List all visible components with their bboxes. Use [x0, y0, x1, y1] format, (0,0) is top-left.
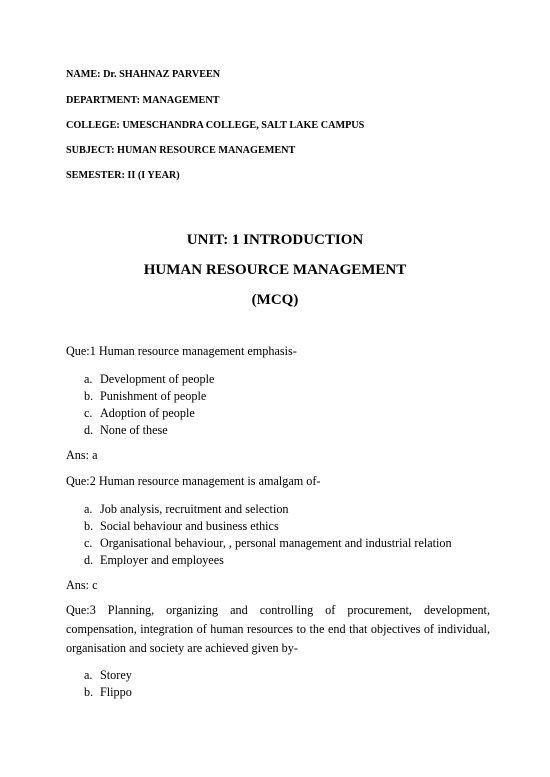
option-letter: b.	[84, 519, 94, 533]
option-letter: a.	[84, 668, 93, 682]
option-letter: b.	[84, 685, 94, 699]
question-1-option-b	[84, 389, 206, 404]
option-text: Employer and employees	[100, 553, 224, 567]
option-letter: d.	[84, 423, 94, 437]
college: COLLEGE: UMESCHANDRA COLLEGE, SALT LAKE CAMPUS	[66, 120, 365, 131]
option-text: Social behaviour and business ethics	[100, 519, 279, 533]
mcq-title: (MCQ)	[251, 292, 299, 308]
question-2-option-d	[84, 553, 224, 568]
option-letter: c.	[84, 536, 93, 550]
question-2-option-c	[84, 536, 452, 551]
option-letter: b.	[84, 389, 94, 403]
option-text: Organisational behaviour, , personal management and industrial relation	[100, 536, 452, 550]
question-1-option-a	[84, 372, 214, 387]
option-letter: a.	[84, 502, 93, 516]
unit-title: UNIT: 1 INTRODUCTION	[186, 232, 364, 248]
question-2-option-b	[84, 519, 279, 534]
question-3: Que:3 Planning, organizing and controlling of procurement, development, compensation, integration of human resources to the end that objectives of individual, organisation and society are achieved given by-	[66, 603, 490, 655]
answer-2: Ans: c	[66, 578, 98, 592]
option-text: Punishment of people	[100, 389, 207, 403]
option-text: Development of people	[100, 372, 215, 386]
question-1: Que:1 Human resource management emphasis-	[66, 344, 297, 358]
department: DEPARTMENT: MANAGEMENT	[66, 95, 220, 106]
answer-1: Ans: a	[66, 448, 98, 462]
option-text: Adoption of people	[100, 406, 195, 420]
option-text: None of these	[100, 423, 168, 437]
question-2: Que:2 Human resource management is amalgam of-	[66, 474, 321, 488]
question-1-option-c	[84, 406, 195, 421]
option-text: Flippo	[100, 685, 132, 699]
question-1-option-d	[84, 423, 168, 438]
subject: SUBJECT: HUMAN RESOURCE MANAGEMENT	[66, 145, 296, 156]
author-name: NAME: Dr. SHAHNAZ PARVEEN	[66, 69, 221, 80]
semester: SEMESTER: II (I YEAR)	[66, 170, 180, 181]
subject-title: HUMAN RESOURCE MANAGEMENT	[143, 262, 407, 278]
question-3-option-a	[84, 668, 132, 683]
option-letter: c.	[84, 406, 93, 420]
option-letter: a.	[84, 372, 93, 386]
option-letter: d.	[84, 553, 94, 567]
option-text: Job analysis, recruitment and selection	[100, 502, 289, 516]
option-text: Storey	[100, 668, 132, 682]
question-3-option-b	[84, 685, 132, 700]
question-2-option-a	[84, 502, 289, 517]
